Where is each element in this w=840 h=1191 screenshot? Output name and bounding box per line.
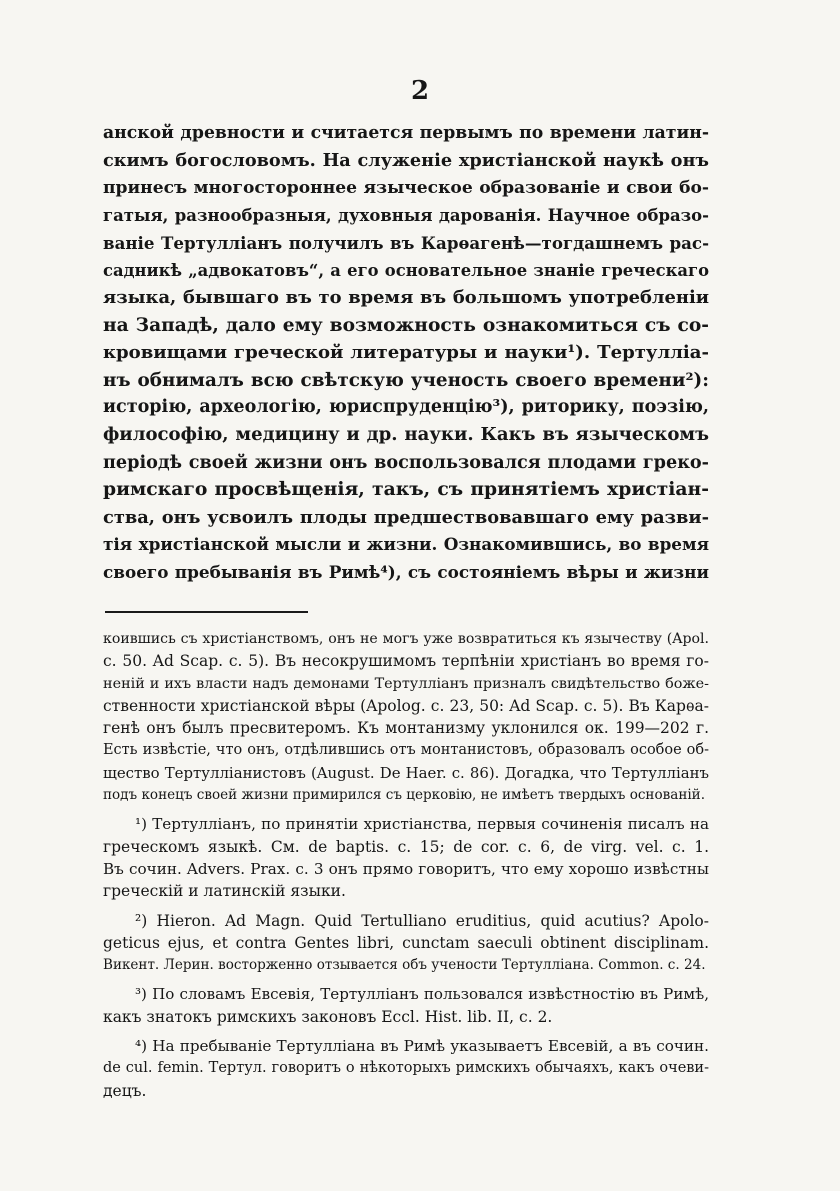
footnote-line: ¹) Тертулліанъ, по принятіи христіанства, первыя сочиненія писалъ на: [135, 815, 709, 834]
text-line: своего пребыванія въ Римѣ⁴), съ состояніемъ вѣры и жизни: [103, 561, 709, 582]
text-line: періодѣ своей жизни онъ воспользовался плодами греко-: [103, 451, 709, 473]
footnote-line: Въ сочин. Advers. Prax. c. 3 онъ прямо говоритъ, что ему хорошо извѣстны: [103, 859, 709, 878]
footnote-line: щество Тертулліанистовъ (August. De Haer. c. 86). Догадка, что Тертулліанъ: [103, 763, 709, 782]
footnote-line: коившись съ христіанствомъ, онъ не могъ уже возвратиться къ язычеству (Apol.: [103, 631, 709, 647]
footnote-line: какъ знатокъ римскихъ законовъ Eccl. Hist. lib. II, c. 2.: [103, 1007, 553, 1026]
footnote-line: geticus ejus, et contra Gentes libri, cunctam saeculi obtinent disciplinam.: [103, 933, 709, 952]
footnote-2: [103, 910, 709, 977]
footnote-line: de cul. femin. Тертул. говоритъ о нѣкоторыхъ римскихъ обычаяхъ, какъ очеви-: [103, 1060, 709, 1077]
text-line: кровищами греческой литературы и науки¹). Тертулліа-: [103, 342, 709, 364]
text-line: на Западѣ, дало ему возможность ознакомиться съ со-: [103, 314, 709, 336]
text-line: принесъ многостороннее языческое образованіе и свои бо-: [103, 177, 709, 198]
text-line: скимъ богословомъ. На служеніе христіанской наукѣ онъ: [103, 150, 709, 172]
footnote-1: [103, 813, 709, 902]
text-line: римскаго просвѣщенія, такъ, съ принятіемъ христіан-: [103, 478, 709, 501]
footnote-3: [103, 983, 709, 1028]
footnote-4: [103, 1035, 709, 1102]
footnote-line: Есть извѣстіе, что онъ, отдѣлившись отъ монтанистовъ, образовалъ особое об-: [103, 742, 709, 759]
footnote-separator: [105, 611, 308, 613]
page-number: 2: [410, 76, 430, 106]
footnote-line: c. 50. Ad Scap. c. 5). Въ несокрушимомъ терпѣніи христіанъ во время го-: [103, 652, 709, 671]
footnote-line: неній и ихъ власти надъ демонами Тертулліанъ призналъ свидѣтельство боже-: [103, 675, 709, 692]
footnotes: [103, 628, 709, 1102]
text-line: философію, медицину и др. науки. Какъ въ языческомъ: [103, 424, 709, 446]
main-text: [103, 120, 709, 586]
text-line: тія христіанской мысли и жизни. Ознакомившись, во время: [103, 534, 709, 555]
text-line: садникѣ „адвокатовъ“, а его основательное знаніе греческаго: [103, 261, 709, 281]
text-line: языка, бывшаго въ то время въ большомъ употребленіи: [103, 287, 709, 309]
footnote-line: ственности христіанской вѣры (Apolog. c. 23, 50: Ad Scap. c. 5). Въ Карѳа-: [103, 696, 709, 715]
text-line: ства, онъ усвоилъ плоды предшествовавшаго ему разви-: [103, 506, 709, 528]
footnote-line: ²) Hieron. Ad Magn. Quid Tertulliano eruditius, quid acutius? Apolo-: [135, 911, 709, 930]
footnote-line: подъ конецъ своей жизни примирился съ церковію, не имѣетъ твердыхъ основаній.: [103, 787, 706, 804]
text-line: гатыя, разнообразныя, духовныя дарованія. Научное образо-: [103, 206, 709, 226]
footnote-line: Викент. Лерин. восторженно отзывается объ учености Тертулліана. Common. c. 24.: [103, 957, 706, 974]
footnote-line: децъ.: [103, 1081, 147, 1100]
text-line: исторію, археологію, юриспруденцію³), риторику, поэзію,: [103, 397, 709, 418]
footnote-continuation: [103, 628, 709, 806]
footnote-line: ³) По словамъ Евсевія, Тертулліанъ пользовался извѣстностію въ Римѣ,: [135, 985, 709, 1004]
footnote-line: греческомъ языкѣ. См. de baptis. c. 15; de cor. c. 6, de virg. vel. c. 1.: [103, 837, 709, 856]
text-line: нъ обнималъ всю свѣтскую ученость своего времени²):: [103, 369, 709, 391]
footnote-line: генѣ онъ былъ пресвитеромъ. Къ монтанизму уклонился ок. 199—202 г.: [103, 719, 709, 738]
text-line: ваніе Тертулліанъ получилъ въ Карѳагенѣ—тогдашнемъ рас-: [103, 232, 709, 253]
footnote-line: греческій и латинскій языки.: [103, 882, 346, 901]
footnote-line: ⁴) На пребываніе Тертулліана въ Римѣ указываетъ Евсевій, а въ сочин.: [135, 1037, 709, 1056]
text-line: анской древности и считается первымъ по времени латин-: [103, 123, 709, 143]
